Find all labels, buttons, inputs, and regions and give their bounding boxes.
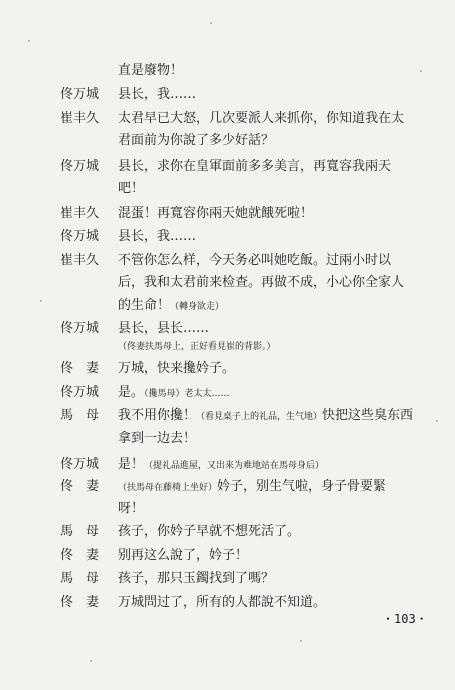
script-line [0, 318, 455, 340]
dialogue-text: 后，我和太君前来检查。再做不成，小心你全家人 [118, 275, 405, 290]
script-line [0, 203, 455, 225]
dialogue-text-part: 妗子，别生气啦，身子骨要緊 [217, 479, 387, 494]
scan-speck [40, 300, 42, 302]
dialogue-text: 孩子，那只玉鐲找到了嗎？ [118, 571, 275, 586]
dialogue-text: 县长，我…… [118, 229, 197, 244]
stage-direction: （扶馬母在藤椅上坐好） [118, 483, 218, 493]
script-line [0, 84, 455, 106]
scan-speck [210, 22, 212, 24]
dialogue-text [118, 476, 437, 499]
dialogue-text: 孩子，你妗子早就不想死活了。 [118, 524, 301, 539]
dialogue-text: 万城，快来攙妗子。 [118, 361, 236, 376]
script-line [0, 405, 455, 427]
script-line [0, 498, 455, 520]
dialogue-text: 万城問过了，所有的人都說不知道。 [118, 595, 327, 610]
dialogue-text: 呀！ [118, 501, 145, 516]
script-line [0, 382, 455, 404]
speaker-name: 馬 母 [60, 408, 100, 423]
dialogue-text: 君面前为你說了多少好話？ [118, 133, 275, 148]
script-line [0, 130, 455, 152]
speaker-name: 佟万城 [60, 159, 100, 174]
dialogue-text [118, 405, 437, 428]
dialogue-text: 直是廢物！ [118, 63, 184, 78]
dialogue-text-part: 我不用你攙！ [118, 408, 197, 423]
dialogue-text: 别再这么說了，妗子！ [118, 548, 249, 563]
dialogue-text-part: 的生命！ [118, 298, 171, 313]
dialogue-text-part: 是！ [118, 457, 145, 472]
scan-speck [28, 40, 30, 42]
speaker-name: 佟 妻 [60, 479, 100, 494]
script-line [0, 476, 455, 498]
speaker-name: 佟万城 [60, 229, 100, 244]
script-line [0, 156, 455, 178]
scan-speck [90, 660, 92, 662]
speaker-name: 佟万城 [60, 457, 100, 472]
dialogue-text: 县长，求你在皇軍面前多多美言，再寬容我兩天 [118, 159, 392, 174]
dialogue-text: 拿到一边去！ [118, 431, 197, 446]
dialogue-text: 太君早已大怒，几次要派人来抓你，你知道我在太 [118, 111, 405, 126]
dialogue-text: 不管你怎么样，今天务必叫她吃飯。过兩小时以 [118, 253, 392, 268]
dialogue-text [118, 454, 437, 477]
script-line [0, 250, 455, 272]
script-line [0, 226, 455, 248]
speaker-name: 佟 妻 [60, 361, 100, 376]
scan-speck [436, 420, 438, 422]
dialogue-text: 吧！ [118, 181, 145, 196]
script-line [0, 272, 455, 294]
stage-direction: （佟妻扶馬母上，正好看見崔的背影。） [118, 342, 276, 352]
dialogue-text: 混蛋！再寬容你兩天她就餓死啦！ [118, 206, 314, 221]
scan-speck [420, 70, 422, 72]
speaker-name: 馬 母 [60, 524, 100, 539]
speaker-name: 馬 母 [60, 571, 100, 586]
script-line [0, 521, 455, 543]
stage-direction: （看見桌子上的礼品，生气地） [196, 412, 323, 422]
script-line [0, 108, 455, 130]
dialogue-text [118, 295, 437, 318]
speaker-name: 佟万城 [60, 321, 100, 336]
speaker-name: 佟万城 [60, 87, 100, 102]
speaker-name: 崔丰久 [60, 206, 100, 221]
dialogue-text: 县长，我…… [118, 87, 197, 102]
script-line [0, 428, 455, 450]
script-line [0, 568, 455, 590]
dialogue-text [118, 382, 437, 405]
speaker-name: 佟 妻 [60, 548, 100, 563]
script-line [0, 545, 455, 567]
dialogue-text: 县长，县长…… [118, 321, 210, 336]
script-line [0, 60, 455, 82]
stage-direction: （轉身欲走） [170, 302, 225, 312]
page-number: ・103・ [382, 612, 428, 626]
speaker-name: 佟万城 [60, 385, 100, 400]
stage-direction: （攙馬母）老太太…… [144, 389, 230, 399]
speaker-name: 崔丰久 [60, 111, 100, 126]
script-line [0, 178, 455, 200]
script-line [0, 358, 455, 380]
speaker-name: 崔丰久 [60, 253, 100, 268]
scan-speck [300, 640, 302, 642]
dialogue-text-part: 快把这些臭东西 [322, 408, 414, 423]
speaker-name: 佟 妻 [60, 595, 100, 610]
script-line [0, 295, 455, 317]
script-line [0, 454, 455, 476]
dialogue-text-part: 是。 [118, 385, 145, 400]
stage-direction: （提礼品進屋，又出来为难地站在馬母身后） [144, 461, 325, 471]
